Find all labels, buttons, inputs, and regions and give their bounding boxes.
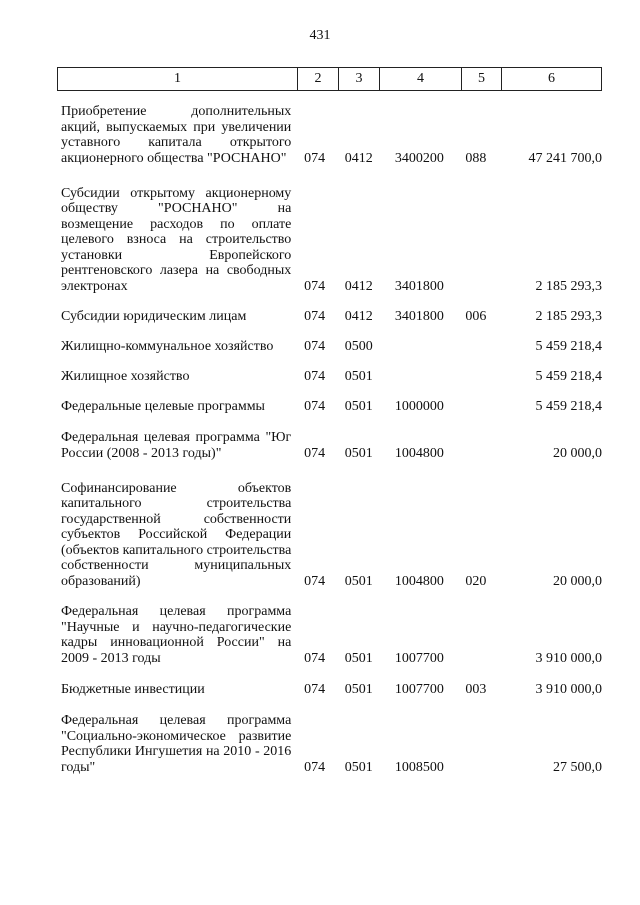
row-code-2: 074 xyxy=(304,681,326,697)
row-code-2: 074 xyxy=(304,368,326,384)
row-code-2: 074 xyxy=(304,338,326,354)
row-code-5: 006 xyxy=(465,308,487,324)
row-description: Субсидии юридическим лицам xyxy=(61,308,247,324)
row-amount: 2 185 293,3 xyxy=(535,278,602,294)
table-row xyxy=(57,666,602,697)
row-description: Бюджетные инвестиции xyxy=(61,681,205,697)
table-row xyxy=(57,354,602,384)
row-description: Приобретение дополнительных акций, выпускаемых при увеличении уставного капитала открытого акционерного общества "РОСНАНО" xyxy=(61,104,292,166)
row-description: Жилищно-коммунальное хозяйство xyxy=(61,338,274,354)
row-code-2: 074 xyxy=(304,398,326,414)
row-description: Софинансирование объектов капитального строительства государственной собственности субъектов Российской Федерации (объектов капитального строительства собственности муниципальных образований) xyxy=(61,480,292,589)
row-code-4: 1004800 xyxy=(394,445,444,461)
table-row xyxy=(57,461,602,589)
row-amount: 5 459 218,4 xyxy=(535,398,602,414)
row-code-4: 3400200 xyxy=(394,150,444,166)
row-description: Федеральные целевые программы xyxy=(61,398,265,414)
row-amount: 47 241 700,0 xyxy=(528,150,602,166)
header-col-1: 1 xyxy=(174,71,181,86)
row-code-2: 074 xyxy=(304,759,326,775)
row-description: Федеральная целевая программа "Юг России (2008 - 2013 годы)" xyxy=(61,430,292,461)
table-row xyxy=(57,589,602,666)
table-row xyxy=(57,384,602,414)
row-code-3: 0412 xyxy=(344,308,373,324)
row-amount: 5 459 218,4 xyxy=(535,338,602,354)
row-code-2: 074 xyxy=(304,308,326,324)
row-amount: 27 500,0 xyxy=(552,759,602,775)
row-code-2: 074 xyxy=(304,150,326,166)
row-code-3: 0501 xyxy=(344,398,373,414)
row-code-3: 0500 xyxy=(344,338,373,354)
row-amount: 5 459 218,4 xyxy=(535,368,602,384)
header-col-4: 4 xyxy=(379,68,461,90)
table-row xyxy=(57,414,602,461)
row-code-3: 0412 xyxy=(344,278,373,294)
row-code-5: 003 xyxy=(465,681,487,697)
row-amount: 3 910 000,0 xyxy=(535,650,602,666)
table-header xyxy=(57,67,602,91)
row-code-5: 088 xyxy=(465,150,487,166)
table-row xyxy=(57,294,602,324)
table-row xyxy=(57,697,602,775)
row-description: Федеральная целевая программа "Научные и научно-педагогические кадры инновационной России" на 2009 - 2013 годы xyxy=(61,604,292,666)
row-code-3: 0412 xyxy=(344,150,373,166)
header-col-3: 3 xyxy=(338,68,379,90)
row-code-3: 0501 xyxy=(344,650,373,666)
row-description: Субсидии открытому акционерному обществу "РОСНАНО" на возмещение расходов по оплате целевого взноса на строительство установки Европейского рентгеновского лазера на свободных электронах xyxy=(61,185,292,294)
row-code-3: 0501 xyxy=(344,445,373,461)
table-row xyxy=(57,166,602,294)
row-amount: 3 910 000,0 xyxy=(535,681,602,697)
header-col-5: 5 xyxy=(461,68,501,90)
row-code-3: 0501 xyxy=(344,681,373,697)
row-code-2: 074 xyxy=(304,445,326,461)
row-code-4: 1004800 xyxy=(394,573,444,589)
header-col-2: 2 xyxy=(297,68,338,90)
row-code-4: 1008500 xyxy=(394,759,444,775)
row-description: Жилищное хозяйство xyxy=(61,368,190,384)
row-code-2: 074 xyxy=(304,573,326,589)
row-amount: 20 000,0 xyxy=(552,573,602,589)
row-code-3: 0501 xyxy=(344,573,373,589)
row-amount: 20 000,0 xyxy=(552,445,602,461)
row-code-3: 0501 xyxy=(344,759,373,775)
page-number: 431 xyxy=(309,28,331,43)
row-code-4: 3401800 xyxy=(394,278,444,294)
row-code-4: 1007700 xyxy=(394,681,444,697)
table-body xyxy=(57,96,602,775)
row-code-4: 1007700 xyxy=(394,650,444,666)
header-col-6: 6 xyxy=(501,68,601,90)
row-code-2: 074 xyxy=(304,650,326,666)
row-amount: 2 185 293,3 xyxy=(535,308,602,324)
row-code-3: 0501 xyxy=(344,368,373,384)
row-code-4: 1000000 xyxy=(394,398,444,414)
table-row xyxy=(57,324,602,354)
row-code-5: 020 xyxy=(465,573,487,589)
row-code-2: 074 xyxy=(304,278,326,294)
row-code-4: 3401800 xyxy=(394,308,444,324)
row-description: Федеральная целевая программа "Социально-экономическое развитие Республики Ингушетия на 2010 - 2016 годы" xyxy=(61,713,292,775)
table-row xyxy=(57,96,602,166)
